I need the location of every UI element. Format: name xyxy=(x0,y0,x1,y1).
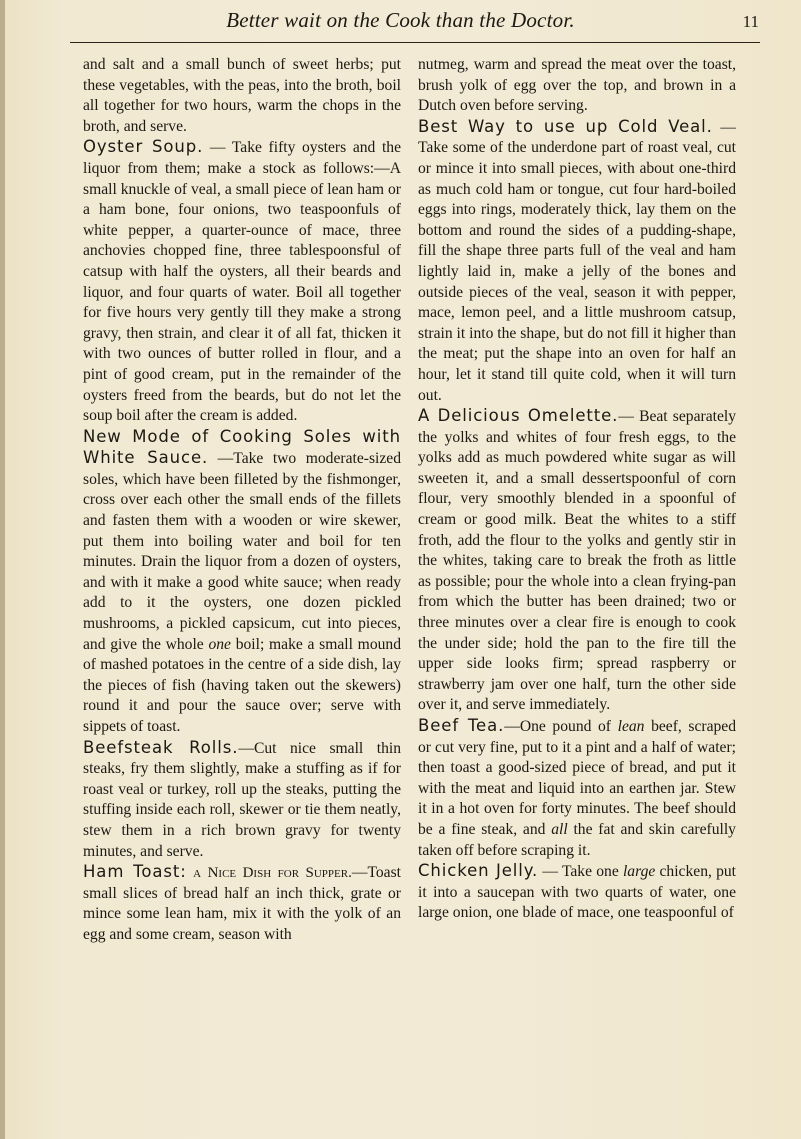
recipe-title: Chicken Jelly. xyxy=(418,861,539,881)
recipe-body: — Take one xyxy=(538,863,623,881)
recipe-body: —Toast small slices of bread half an inch thick, grate or mince some lean ham, mix it with the yolk of an egg and some cream, season with xyxy=(83,864,401,943)
continued-paragraph: and salt and a small bunch of sweet herbs; put these vegetables, with the peas, into the broth, boil all together for two hours, warm the chops in the broth, and serve. xyxy=(83,56,401,135)
recipe-emphasis: lean xyxy=(617,718,645,735)
recipe-oyster-soup xyxy=(83,137,401,426)
recipe-title: Beefsteak Rolls. xyxy=(83,737,239,757)
page-binding-edge xyxy=(0,0,5,1139)
recipe-title: New Mode of Cooking Soles with White Sauce. xyxy=(83,426,401,468)
recipe-body: —Cut nice small thin steaks, fry them slightly, make a stuffing as if for roast veal or turkey, roll up the steaks, putting the stuffing inside each roll, skewer or tie them neatly, stew them in a rich brown gravy for twenty minutes, and serve. xyxy=(83,739,401,860)
recipe-body: — Beat separately the yolks and whites of four fresh eggs, to the yolks add as much powdered white sugar as will sweeten it, and a small dessertspoonful of corn flour, very smoothly blended in a spoonful of cream or good milk. Beat the whites to a stiff froth, add the flour to the yolks and gently stir in the whites, taking care to break the froth as little as possible; pour the whole into a clean frying-pan from which the butter has been drained; two or three minutes over a clear fire is enough to cook the under side; hold the pan to the fire till the upper side looks firm; spread raspberry or strawberry jam over one half, turn the other side over it, and serve immediately. xyxy=(418,408,736,714)
recipe-title: Best Way to use up Cold Veal. xyxy=(418,116,713,136)
recipe-body: — Take some of the underdone part of roast veal, cut or mince it into small pieces, with about one-third as much cold ham or tongue, cut four hard-boiled eggs into rings, moderately thick, lay them on the bottom and round the sides of a pudding-shape, fill the shape three parts full of the veal and ham lightly laid in, make a jelly of the bones and outside pieces of the veal, season it with pepper, mace, lemon peel, and a little mushroom catsup, strain it into the shape, but do not fill it higher than the meat; put the shape into an oven for half an hour, let it stand till quite cold, when it will turn out. xyxy=(418,118,736,404)
recipe-body: chicken, put it into a saucepan with two quarts of water, one large onion, one blade of mace, one teaspoonful of xyxy=(418,863,737,922)
recipe-title: Ham Toast: xyxy=(83,862,187,882)
left-column xyxy=(83,55,401,946)
recipe-title: Oyster Soup. xyxy=(83,137,204,157)
recipe-body: —One pound of xyxy=(504,718,618,735)
recipe-emphasis: one xyxy=(208,635,231,653)
recipe-emphasis: large xyxy=(622,863,656,881)
recipe-ham-toast xyxy=(83,862,401,945)
running-title: Better wait on the Cook than the Doctor. xyxy=(226,8,575,32)
recipe-body: beef, scraped or cut very fine, put to it a pint and a half of water; then toast a good-sized piece of bread, and put it with the meat and liquid into an earthen jar. Stew it in a hot oven for forty minutes. The beef should be a fine steak, and xyxy=(418,718,737,838)
recipe-title: A Delicious Omelette. xyxy=(418,406,619,426)
right-column xyxy=(418,55,736,924)
recipe-title: Beef Tea. xyxy=(418,716,505,735)
recipe-chicken-jelly xyxy=(418,861,736,924)
continued-paragraph: nutmeg, warm and spread the meat over the toast, brush yolk of egg over the top, and brown in a Dutch oven before serving. xyxy=(418,56,736,115)
recipe-delicious-omelette xyxy=(418,406,736,716)
running-head xyxy=(0,6,801,42)
recipe-body: — Take fifty oysters and the liquor from them; make a stock as follows:—A small knuckle of veal, a small piece of lean ham or a ham bone, four onions, two teaspoonfuls of white pepper, a quarter-ounce of mace, three anchovies chopped fine, three tablespoonsful of catsup with half the oysters, all their beards and liquor, and four quarts of water. Boil all together for five hours very gently till they make a strong gravy, then strain, and clear it of all fat, thicken it with two ounces of butter rolled in flour, and a pint of good cream, put in the remainder of the oysters freed from the beards, but do not let the soup boil after the cream is added. xyxy=(83,139,402,425)
recipe-new-mode-soles xyxy=(83,427,401,738)
recipe-body: —Take two moderate-sized soles, which have been filleted by the fishmonger, cross over each other the small ends of the fillets and fasten them with a wooden or wire skewer, put them into boiling water and boil for ten minutes. Drain the liquor from a dozen of oysters, and with it make a good white sauce; when ready add to it the oysters, one dozen pickled mushrooms, a pickled capsicum, cut into pieces, and give the whole xyxy=(83,450,401,653)
page-number: 11 xyxy=(742,12,759,31)
recipe-body: boil; make a small mound of mashed potatoes in the centre of a side dish, lay the pieces of fish (having taken out the skewers) round it and pour the sauce over; serve with sippets of toast. xyxy=(83,635,402,735)
recipe-beefsteak-rolls xyxy=(83,738,401,863)
recipe-body: the fat and skin carefully taken off before scraping it. xyxy=(418,820,736,859)
recipe-cold-veal xyxy=(418,117,736,406)
recipe-subtitle: a Nice Dish for Supper. xyxy=(186,865,352,882)
recipe-beef-tea xyxy=(418,716,736,861)
recipe-emphasis: all xyxy=(551,820,568,838)
header-rule xyxy=(70,42,760,43)
